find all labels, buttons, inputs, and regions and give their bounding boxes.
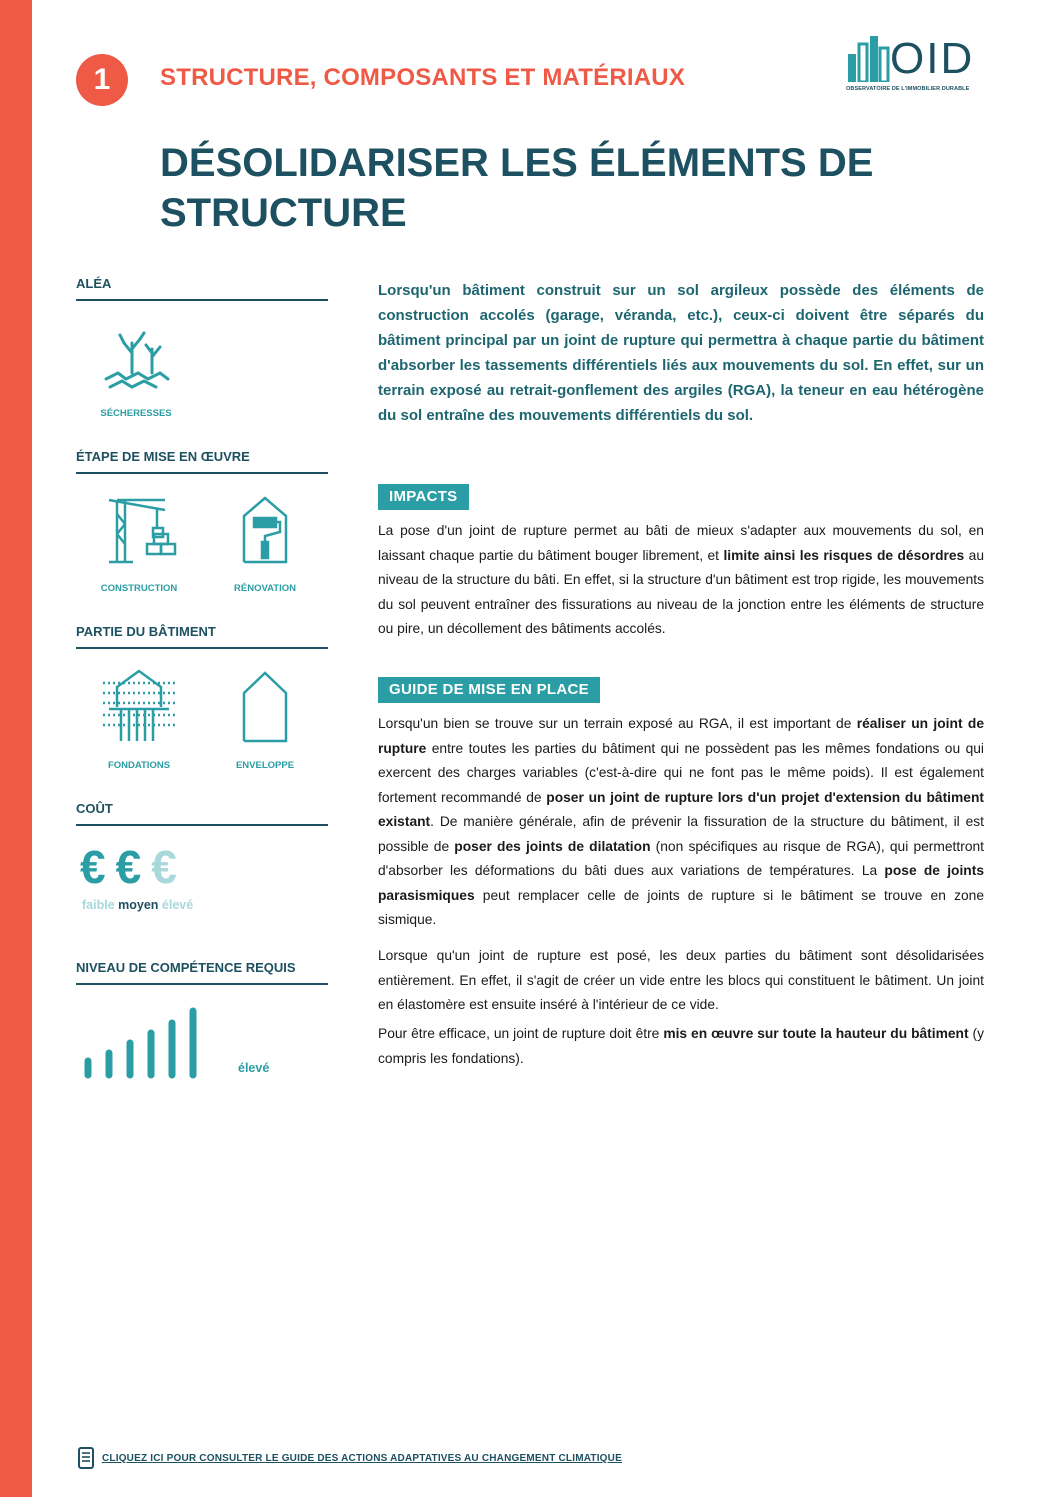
- oid-logo: [846, 30, 986, 100]
- competence-scale: [76, 1005, 328, 1085]
- impacts-tag: IMPACTS: [378, 484, 469, 510]
- category-title: STRUCTURE, COMPOSANTS ET MATÉRIAUX: [160, 64, 686, 91]
- cost-label-moyen: moyen: [118, 898, 159, 912]
- logo-wordmark: OID: [890, 34, 975, 83]
- impacts-text-1: La pose d'un joint de rupture permet au bâti de mieux s'adapter aux mouvements du sol, en laissant chaque partie du bâtiment bouger librement, et: [378, 523, 984, 563]
- guide-paragraph-2: Lorsque qu'un joint de rupture est posé, les deux parties du bâtiment sont désolidarisées entièrement. En effet, il s'agit de créer un vide entre les blocs qui constituent le bâtiment. Un joint en élastomère est ensuite inséré à l'intérieur de ce vide.: [378, 948, 984, 1012]
- guide-text-h: pose de joints parasismiques: [378, 863, 984, 903]
- impacts-text-2: au niveau de la structure du bâti. En effet, si la structure d'un bâtiment est trop rigide, les mouvements du sol peuvent entraîner des fissurations au niveau de la jonction entre les éléments de structure ou pire, un décollement des bâtiments accolés.: [378, 547, 985, 636]
- guide-text-c: entre toutes les parties du bâtiment qui ne possèdent pas les mêmes fondations ou qui exercent des charges variables (c'est-à-dire qui ne font pas le même poids). Il est également fortement recommandé de: [378, 740, 984, 805]
- alea-item: [76, 329, 196, 419]
- impacts-paragraph: [378, 519, 984, 642]
- page-title: DÉSOLIDARISER LES ÉLÉMENTS DE STRUCTURE: [160, 141, 874, 235]
- guide-text-p3c: (y compris les fondations).: [378, 1026, 985, 1066]
- cout-scale: [76, 841, 328, 893]
- house-outline-icon: [230, 669, 300, 743]
- cost-label-faible: faible: [82, 898, 115, 912]
- foundations-icon: [99, 669, 179, 743]
- logo-bars-icon: [846, 36, 890, 82]
- etape-label-renovation: RÉNOVATION: [234, 583, 296, 594]
- cost-euro-3: €: [151, 841, 177, 893]
- guide-text-a: Lorsqu'un bien se trouve sur un terrain exposé au RGA, il est important de: [378, 716, 857, 731]
- alea-label-secheresses: SÉCHERESSES: [100, 408, 172, 419]
- partie-heading: PARTIE DU BÂTIMENT: [76, 624, 328, 649]
- etape-item-renovation: [202, 494, 328, 594]
- etape-items: [76, 494, 328, 594]
- intro-paragraph: Lorsqu'un bâtiment construit sur un sol argileux possède des éléments de construction accolés (garage, véranda, etc.), ceux-ci doivent être séparés du bâtiment principal par un joint de rupture qui permettra à chaque partie du bâtiment d'absorber les tassements différentiels liés aux mouvements du sol. En effet, sur un terrain exposé au retrait-gonflement des argiles (RGA), la teneur en eau hétérogène du sol entraîne des mouvements différentiels du sol.: [378, 282, 984, 424]
- partie-items: [76, 669, 328, 771]
- guide-text-b: réaliser un joint de rupture: [378, 716, 984, 756]
- section-number-badge: 1: [76, 54, 128, 106]
- partie-label-enveloppe: ENVELOPPE: [235, 760, 295, 771]
- cost-euro-1: €: [80, 841, 106, 893]
- crane-icon: [99, 494, 179, 564]
- guide-text-p3b: mis en œuvre sur toute la hauteur du bâtiment: [663, 1026, 969, 1041]
- guide-text-d: poser un joint de rupture lors d'un projet d'extension du bâtiment existant: [378, 789, 984, 829]
- etape-item-construction: [76, 494, 202, 594]
- partie-item-enveloppe: [202, 669, 328, 771]
- paint-roller-house-icon: [230, 494, 300, 564]
- guide-paragraph-3: [378, 1022, 984, 1071]
- competence-heading: NIVEAU DE COMPÉTENCE REQUIS: [76, 960, 328, 985]
- guide-text-i: peut remplacer celle de joints de rupture si le bâtiment se trouve en zone sismique.: [378, 887, 984, 927]
- guide-tag: GUIDE DE MISE EN PLACE: [378, 677, 600, 703]
- guide-text-p3a: Pour être efficace, un joint de rupture doit être: [378, 1026, 664, 1041]
- etape-label-construction: CONSTRUCTION: [100, 583, 178, 594]
- side-accent-bar: [0, 0, 32, 1497]
- cost-euro-2: €: [115, 841, 142, 893]
- footer-link-text[interactable]: CLIQUEZ ICI POUR CONSULTER LE GUIDE DES ACTIONS ADAPTATIVES AU CHANGEMENT CLIMATIQUE: [102, 1452, 622, 1464]
- drought-plant-icon: [96, 329, 176, 389]
- alea-heading: ALÉA: [76, 276, 328, 301]
- guide-paragraph-1: [378, 712, 984, 933]
- sidebar-criteria: [76, 276, 328, 1085]
- guide-text-e: . De manière générale, afin de prévenir la fissuration de la structure du bâtiment, il est possible de: [378, 814, 984, 854]
- footer-guide-link[interactable]: [78, 1447, 622, 1469]
- impacts-text-bold: limite ainsi les risques de désordres: [723, 547, 965, 563]
- partie-label-fondations: FONDATIONS: [107, 760, 171, 771]
- competence-bars-icon: [80, 1005, 220, 1081]
- cout-heading: COÛT: [76, 801, 328, 826]
- cost-label-eleve: élevé: [161, 898, 194, 912]
- partie-item-fondations: [76, 669, 202, 771]
- logo-tagline: OBSERVATOIRE DE L'IMMOBILIER DURABLE: [846, 86, 970, 92]
- guide-text-f: poser des joints de dilatation: [454, 838, 651, 854]
- etape-heading: ÉTAPE DE MISE EN ŒUVRE: [76, 449, 328, 474]
- guide-text-g: (non spécifiques au risque de RGA), qui permettront d'absorber les déformations du bâti dues aux variations de températures. La: [378, 838, 984, 878]
- document-icon: [78, 1447, 94, 1469]
- cout-labels: [76, 898, 328, 912]
- competence-level-label: élevé: [238, 1061, 270, 1075]
